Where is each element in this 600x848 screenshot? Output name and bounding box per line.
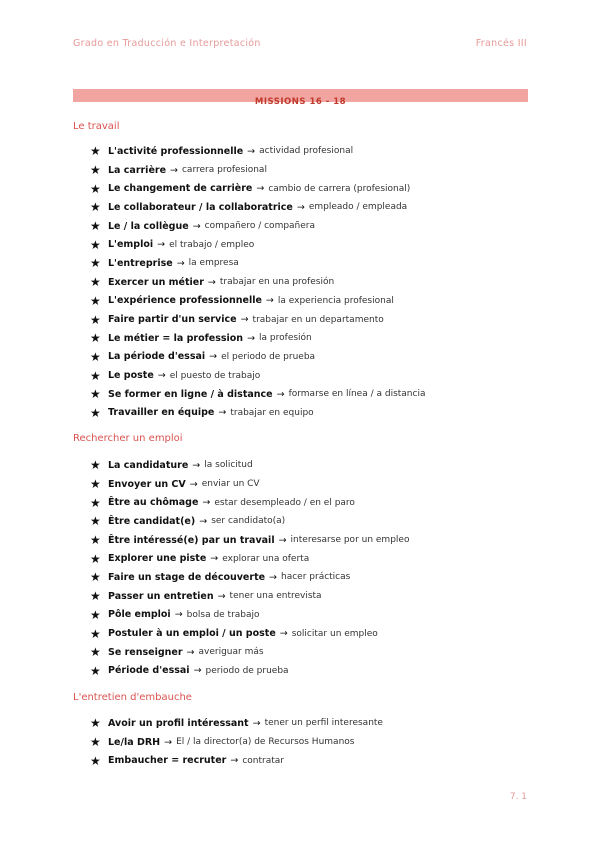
arrow-icon: →: [252, 717, 261, 729]
vocab-item: [90, 531, 409, 550]
arrow-icon: →: [164, 736, 173, 748]
vocab-translation: enviar un CV: [201, 479, 260, 490]
vocab-term: Postuler à un emploi / un poste: [108, 628, 276, 640]
section-heading-rechercher: Rechercher un emploi: [73, 433, 183, 444]
vocab-term: La carrière: [108, 164, 167, 176]
vocab-translation: ser candidato(a): [211, 516, 286, 527]
vocab-term: Faire un stage de découverte: [108, 571, 266, 583]
vocab-term: L'entreprise: [108, 257, 173, 269]
vocab-translation: la solicitud: [204, 460, 253, 471]
page-number: 7. 1: [509, 792, 527, 802]
star-icon: ★: [90, 349, 101, 364]
vocab-term: Se former en ligne / à distance: [108, 388, 273, 400]
vocab-translation: cambio de carrera (profesional): [268, 183, 411, 194]
vocab-term: Envoyer un CV: [108, 478, 186, 490]
star-icon: ★: [90, 405, 101, 420]
vocab-item: [90, 366, 425, 385]
vocab-term: Pôle emploi: [108, 609, 171, 621]
arrow-icon: →: [193, 665, 202, 677]
arrow-icon: →: [269, 571, 278, 583]
vocab-item: [90, 217, 425, 236]
star-icon: ★: [90, 589, 101, 604]
vocab-translation: hacer prácticas: [281, 572, 351, 583]
title-bar: [73, 89, 528, 107]
vocab-term: La période d'essai: [108, 351, 206, 363]
vocab-item: [90, 456, 409, 475]
vocab-list-rechercher: [90, 456, 409, 680]
vocab-translation: tener un perfil interesante: [264, 718, 383, 729]
vocab-term: Faire partir d'un service: [108, 314, 237, 326]
arrow-icon: →: [186, 646, 195, 658]
star-icon: ★: [90, 219, 101, 234]
vocab-term: L'expérience professionnelle: [108, 295, 262, 307]
star-icon: ★: [90, 200, 101, 215]
vocab-translation: empleado / empleada: [308, 202, 408, 213]
vocab-item: [90, 606, 409, 625]
vocab-translation: el periodo de prueba: [221, 351, 316, 362]
arrow-icon: →: [199, 515, 208, 527]
vocab-translation: trabajar en un departamento: [252, 314, 384, 325]
star-icon: ★: [90, 312, 101, 327]
arrow-icon: →: [157, 370, 166, 382]
star-icon: ★: [90, 716, 101, 731]
vocab-item: [90, 348, 425, 367]
vocab-item: [90, 624, 409, 643]
arrow-icon: →: [192, 220, 201, 232]
arrow-icon: →: [296, 201, 305, 213]
arrow-icon: →: [170, 164, 178, 176]
vocab-translation: contratar: [242, 755, 284, 766]
vocab-term: Passer un entretien: [108, 590, 214, 602]
vocab-item: [90, 198, 425, 217]
vocab-translation: interesarse por un empleo: [290, 535, 410, 546]
vocab-term: Être candidat(e): [108, 515, 196, 527]
arrow-icon: →: [192, 459, 201, 471]
star-icon: ★: [90, 275, 101, 290]
vocab-item: [90, 235, 425, 254]
vocab-translation: el puesto de trabajo: [169, 370, 261, 381]
vocab-item: [90, 493, 409, 512]
vocab-item: [90, 273, 425, 292]
vocab-term: L'emploi: [108, 239, 154, 251]
vocab-translation: la empresa: [188, 258, 239, 269]
vocab-item: [90, 310, 425, 329]
vocab-item: [90, 142, 425, 161]
arrow-icon: →: [209, 351, 218, 363]
vocab-translation: compañero / compañera: [204, 221, 316, 232]
vocab-term: Explorer une piste: [108, 553, 207, 565]
vocab-item: [90, 292, 425, 311]
vocab-list-entretien: [90, 714, 383, 770]
vocab-list-travail: [90, 142, 425, 422]
vocab-translation: la profesión: [259, 333, 312, 344]
vocab-translation: estar desempleado / en el paro: [214, 497, 355, 508]
vocab-item: [90, 385, 425, 404]
arrow-icon: →: [176, 257, 185, 269]
star-icon: ★: [90, 331, 101, 346]
arrow-icon: →: [240, 314, 249, 326]
star-icon: ★: [90, 735, 101, 750]
arrow-icon: →: [218, 407, 227, 419]
vocab-term: Être intéressé(e) par un travail: [108, 534, 275, 546]
vocab-term: Travailler en équipe: [108, 407, 215, 419]
course-title: Grado en Traducción e Interpretación: [73, 38, 261, 49]
vocab-term: La candidature: [108, 459, 189, 471]
star-icon: ★: [90, 237, 101, 252]
vocab-term: Le / la collègue: [108, 220, 189, 232]
arrow-icon: →: [230, 755, 239, 767]
vocab-term: Le collaborateur / la collaboratrice: [108, 201, 293, 213]
arrow-icon: →: [189, 478, 198, 490]
arrow-icon: →: [247, 332, 256, 344]
arrow-icon: →: [202, 497, 211, 509]
vocab-translation: trabajar en una profesión: [219, 277, 335, 288]
vocab-term: Le/la DRH: [108, 736, 161, 748]
arrow-icon: →: [210, 553, 219, 565]
vocab-translation: periodo de prueba: [205, 665, 289, 676]
vocab-term: Période d'essai: [108, 665, 190, 677]
arrow-icon: →: [207, 276, 216, 288]
star-icon: ★: [90, 477, 101, 492]
arrow-icon: →: [256, 183, 265, 195]
star-icon: ★: [90, 663, 101, 678]
vocab-item: [90, 549, 409, 568]
vocab-translation: explorar una oferta: [222, 553, 310, 564]
star-icon: ★: [90, 495, 101, 510]
arrow-icon: →: [278, 534, 287, 546]
star-icon: ★: [90, 514, 101, 529]
section-heading-entretien: L'entretien d'embauche: [73, 692, 192, 703]
vocab-item: [90, 714, 383, 733]
page-header: [73, 38, 527, 54]
vocab-translation: el trabajo / empleo: [169, 239, 255, 250]
vocab-item: [90, 751, 383, 770]
vocab-term: Être au chômage: [108, 497, 199, 509]
vocab-term: Embaucher = recruter: [108, 755, 227, 767]
vocab-term: Le changement de carrière: [108, 183, 253, 195]
page-title: MISSIONS 16 - 18: [254, 97, 347, 107]
vocab-translation: carrera profesional: [181, 165, 267, 176]
vocab-translation: formarse en línea / a distancia: [288, 389, 426, 400]
vocab-item: [90, 329, 425, 348]
vocab-item: [90, 161, 425, 180]
vocab-translation: bolsa de trabajo: [186, 609, 260, 620]
vocab-item: [90, 179, 425, 198]
star-icon: ★: [90, 533, 101, 548]
vocab-item: [90, 568, 409, 587]
star-icon: ★: [90, 387, 101, 402]
vocab-term: L'activité professionnelle: [108, 145, 244, 157]
section-heading-travail: Le travail: [73, 121, 120, 132]
vocab-term: Avoir un profil intéressant: [108, 717, 249, 729]
arrow-icon: →: [247, 145, 256, 157]
star-icon: ★: [90, 293, 101, 308]
vocab-item: [90, 404, 425, 423]
vocab-item: [90, 587, 409, 606]
arrow-icon: →: [265, 295, 274, 307]
arrow-icon: →: [276, 388, 285, 400]
vocab-term: Se renseigner: [108, 646, 183, 658]
arrow-icon: →: [157, 239, 166, 251]
vocab-item: [90, 475, 409, 494]
vocab-translation: actividad profesional: [259, 146, 354, 157]
star-icon: ★: [90, 163, 101, 178]
star-icon: ★: [90, 570, 101, 585]
star-icon: ★: [90, 368, 101, 383]
star-icon: ★: [90, 144, 101, 159]
vocab-translation: solicitar un empleo: [291, 628, 378, 639]
vocab-translation: tener una entrevista: [229, 591, 322, 602]
star-icon: ★: [90, 458, 101, 473]
vocab-item: [90, 662, 409, 681]
vocab-term: Exercer un métier: [108, 276, 204, 288]
subject-title: Francés III: [475, 38, 527, 49]
arrow-icon: →: [174, 609, 183, 621]
star-icon: ★: [90, 181, 101, 196]
star-icon: ★: [90, 645, 101, 660]
vocab-translation: la experiencia profesional: [277, 295, 394, 306]
vocab-item: [90, 254, 425, 273]
vocab-translation: trabajar en equipo: [230, 407, 314, 418]
star-icon: ★: [90, 256, 101, 271]
vocab-term: Le métier = la profession: [108, 332, 244, 344]
vocab-term: Le poste: [108, 370, 154, 382]
vocab-item: [90, 643, 409, 662]
arrow-icon: →: [217, 590, 226, 602]
vocab-item: [90, 512, 409, 531]
vocab-translation: averiguar más: [198, 647, 264, 658]
star-icon: ★: [90, 607, 101, 622]
vocab-item: [90, 733, 383, 752]
star-icon: ★: [90, 753, 101, 768]
vocab-translation: El / la director(a) de Recursos Humanos: [176, 737, 355, 748]
star-icon: ★: [90, 626, 101, 641]
arrow-icon: →: [279, 628, 288, 640]
star-icon: ★: [90, 551, 101, 566]
